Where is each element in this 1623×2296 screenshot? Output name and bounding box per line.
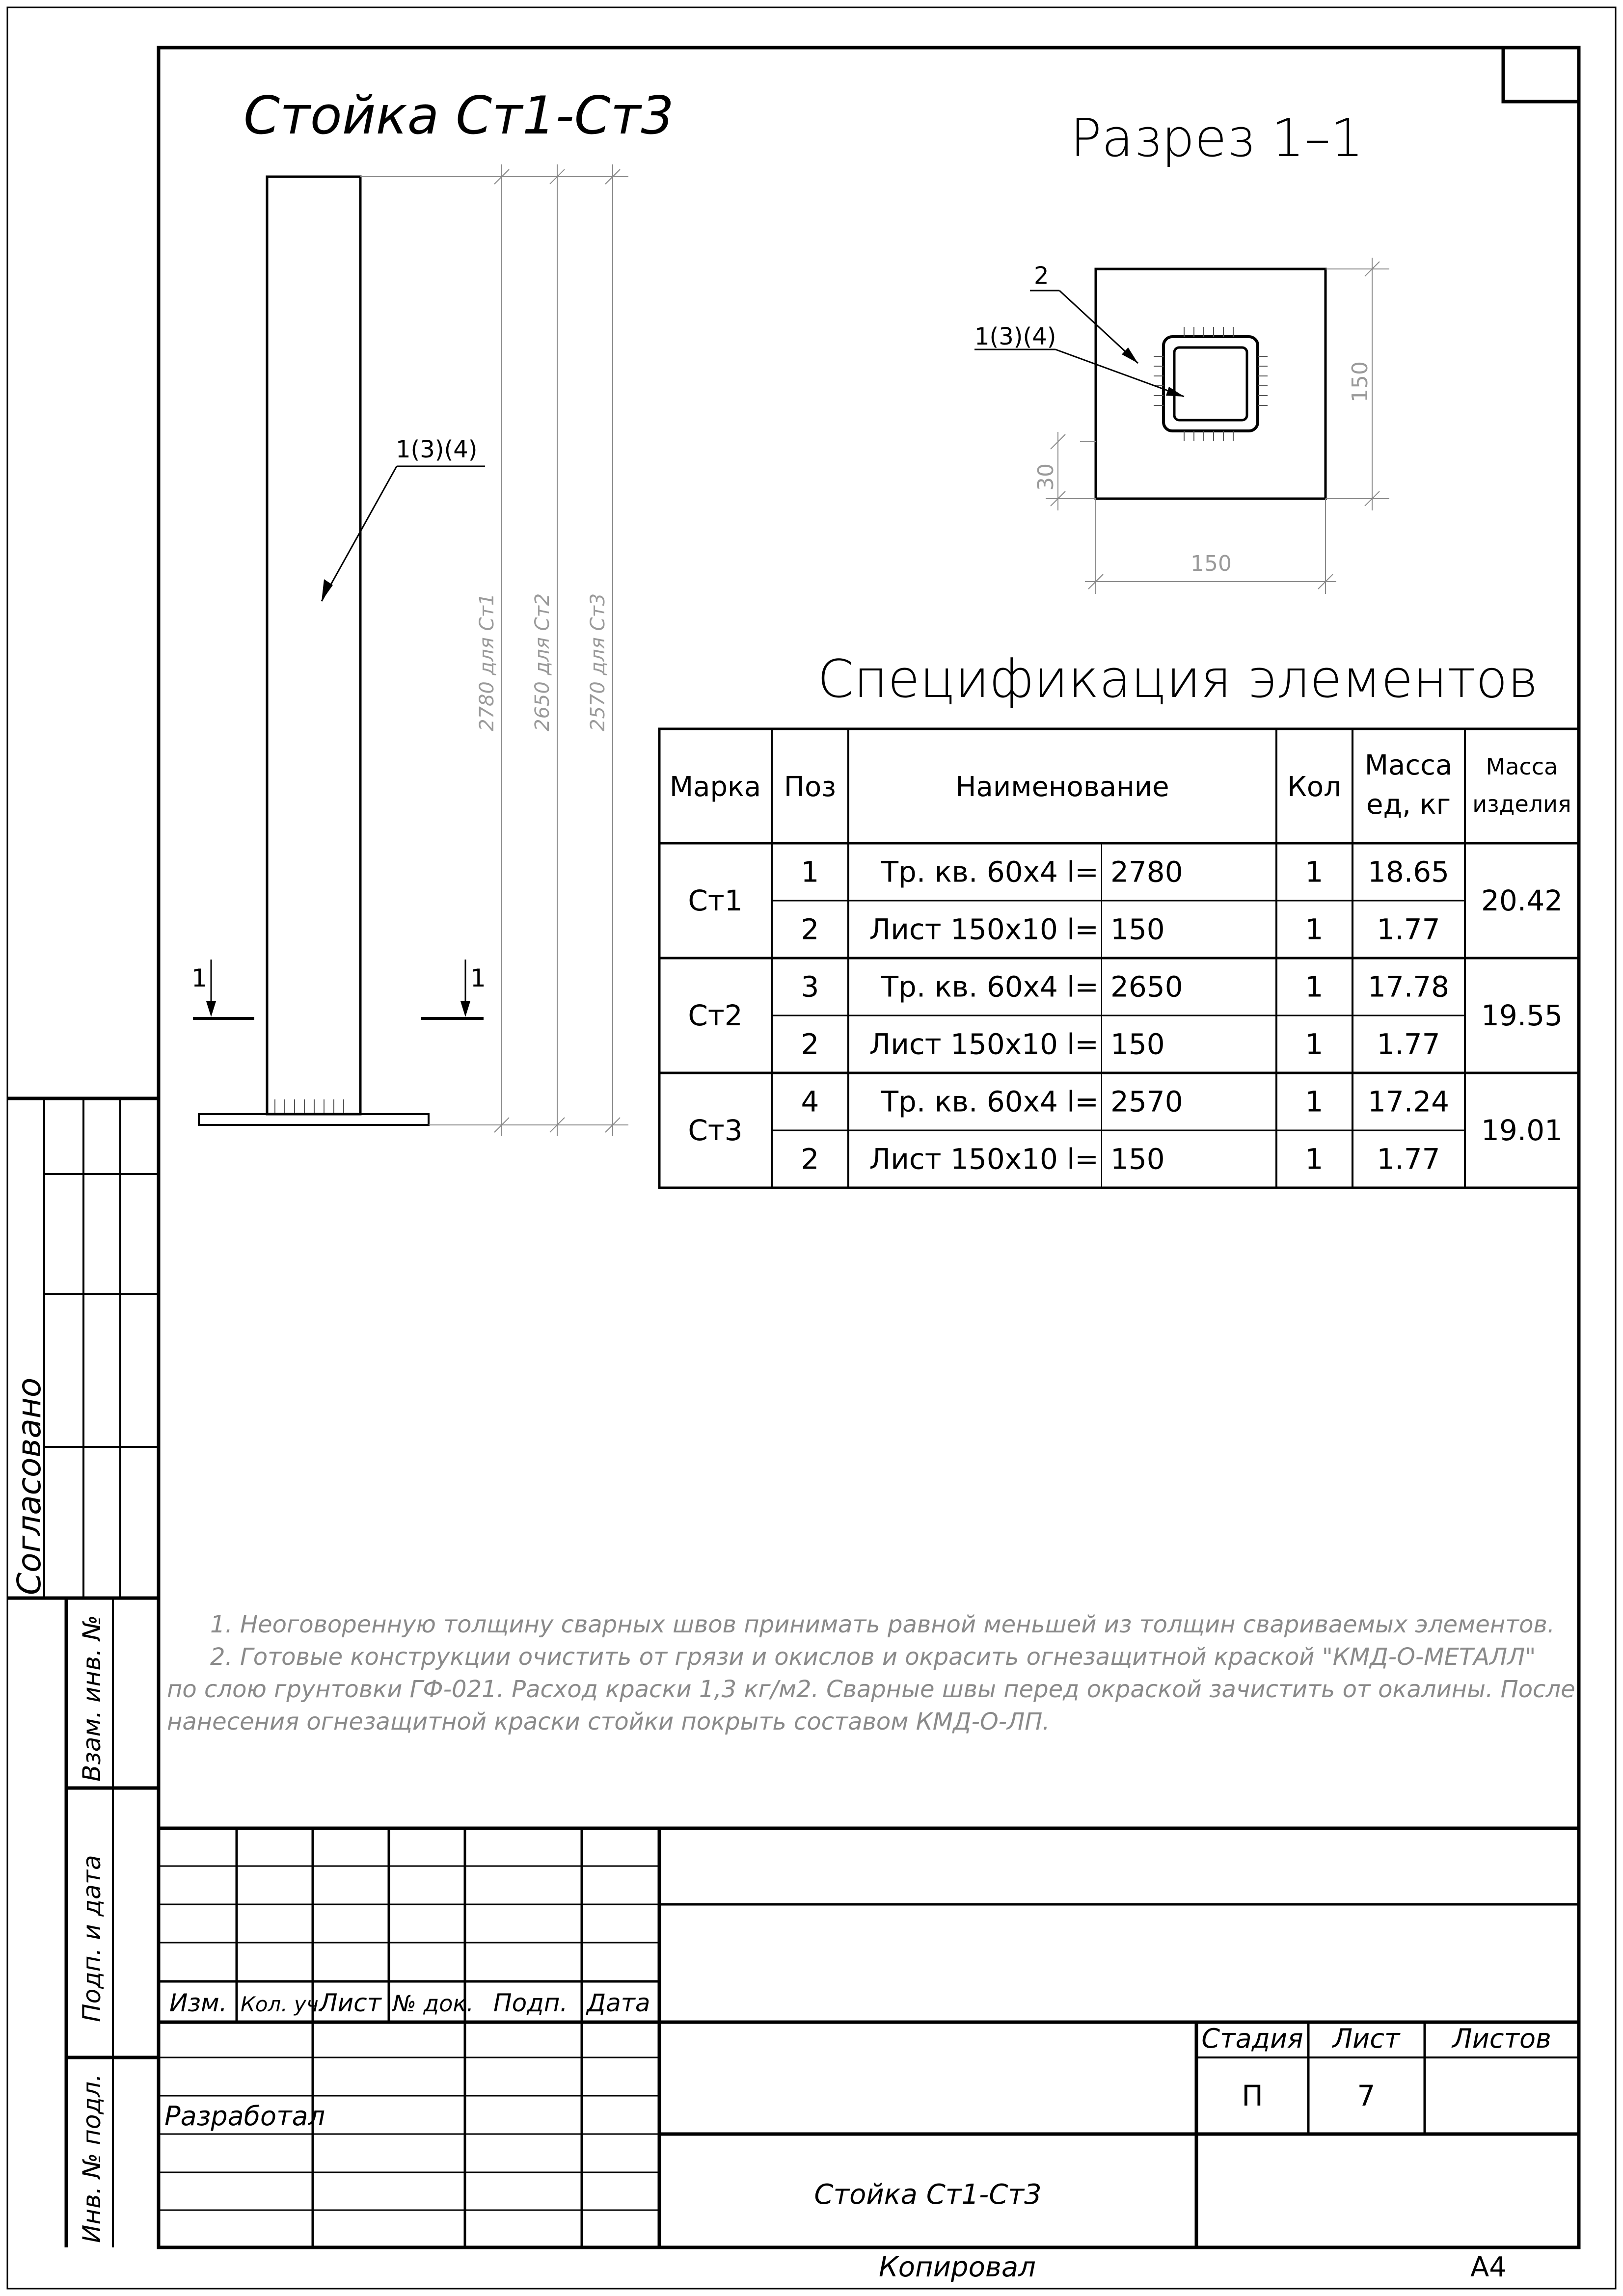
tb-col-doc: № док.	[393, 1990, 474, 2017]
dim-label-st1: 2780 для Ст1	[476, 593, 498, 731]
spec-name-cell: Тр. кв. 60х4 l=	[881, 855, 1099, 889]
tb-col-date: Дата	[587, 1989, 650, 2017]
spec-pos-cell: 3	[801, 970, 819, 1004]
spec-header-pos: Поз	[784, 771, 837, 803]
spec-qty-cell: 1	[1305, 912, 1324, 946]
section-plate	[1096, 269, 1325, 499]
section-pipe-outer	[1163, 337, 1258, 431]
side-swap-inv: Взам. инв. №	[78, 1615, 106, 1782]
footer-format: А4	[1470, 2251, 1507, 2283]
spec-name-cell: Тр. кв. 60х4 l=	[881, 970, 1099, 1004]
spec-length-cell: 2780	[1110, 855, 1183, 889]
weld-marks	[275, 1099, 344, 1113]
tb-stage-label: Стадия	[1201, 2023, 1303, 2054]
section-weld-marks	[1154, 327, 1268, 441]
note-line-3: по слою грунтовки ГФ-021. Расход краски 1,3 кг/м2. Сварные швы перед окраской зачистить от окалины. После	[167, 1676, 1575, 1703]
spec-name-cell: Тр. кв. 60х4 l=	[881, 1085, 1099, 1119]
column-title: Стойка Ст1-Ст3	[243, 85, 674, 146]
spec-header-itemmass-2: изделия	[1472, 791, 1571, 817]
spec-mark-cell: Ст3	[688, 1114, 743, 1147]
spec-qty-cell: 1	[1305, 1027, 1324, 1061]
side-agreed: Согласовано	[10, 1377, 48, 1595]
spec-header-qty: Кол	[1287, 771, 1341, 803]
callout-pipe-label: 1(3)(4)	[974, 323, 1056, 350]
tb-doc-name: Стойка Ст1-Ст3	[814, 2179, 1042, 2211]
spec-pos-cell: 2	[801, 1142, 819, 1176]
spec-qty-cell: 1	[1305, 970, 1324, 1004]
spec-item-mass-cell: 19.55	[1481, 999, 1563, 1032]
spec-item-mass-cell: 20.42	[1481, 884, 1563, 917]
section-dim-offset: 30	[1033, 463, 1058, 491]
notes	[167, 1611, 1575, 1735]
spec-header-itemmass-1: Масса	[1486, 753, 1558, 780]
spec-header-mark: Марка	[669, 771, 761, 803]
spec-mark-cell: Ст1	[688, 884, 743, 917]
spec-name-cell: Лист 150х10 l=	[869, 1027, 1099, 1061]
spec-length-cell: 150	[1110, 1027, 1165, 1061]
tb-developed: Разработал	[164, 2101, 325, 2132]
side-sign-date: Подп. и дата	[78, 1855, 106, 2022]
spec-title: Спецификация элементов	[817, 649, 1538, 709]
spec-qty-cell: 1	[1305, 855, 1324, 889]
spec-header-name: Наименование	[955, 771, 1169, 803]
dim-label-st3: 2570 для Ст3	[587, 593, 609, 731]
tb-sheet-label: Лист	[1332, 2023, 1400, 2054]
spec-unit-mass-cell: 18.65	[1367, 855, 1450, 889]
callout-2-label: 2	[1034, 262, 1049, 290]
column-leader-arrow	[322, 579, 333, 601]
spec-header-unitmass-1: Масса	[1364, 749, 1453, 781]
note-line-1: 1. Неоговоренную толщину сварных швов принимать равной меньшей из толщин свариваемых элементов.	[210, 1611, 1555, 1638]
tb-col-podp: Подп.	[493, 1989, 568, 2017]
spec-qty-cell: 1	[1305, 1085, 1324, 1119]
column-callout: 1(3)(4)	[396, 436, 478, 463]
corner-box	[1503, 48, 1579, 102]
spec-header-unitmass-2: ед, кг	[1366, 789, 1451, 821]
spec-unit-mass-cell: 1.77	[1377, 1142, 1440, 1176]
spec-length-cell: 150	[1110, 912, 1165, 946]
section-dim-height: 150	[1348, 361, 1373, 402]
section-mark-left-label: 1	[191, 964, 207, 992]
spec-length-cell: 2650	[1110, 970, 1183, 1004]
spec-unit-mass-cell: 17.24	[1367, 1085, 1450, 1119]
spec-length-cell: 150	[1110, 1142, 1165, 1176]
note-line-4: нанесения огнезащитной краски стойки покрыть составом КМД-О-ЛП.	[167, 1708, 1050, 1735]
tb-col-kol: Кол. уч.	[241, 1992, 325, 2016]
tb-stage: П	[1242, 2079, 1263, 2112]
spec-unit-mass-cell: 1.77	[1377, 1027, 1440, 1061]
section-pipe-inner	[1174, 347, 1247, 420]
tb-col-list: Лист	[319, 1989, 381, 2017]
section-dim-width: 150	[1190, 551, 1232, 576]
spec-pos-cell: 4	[801, 1085, 819, 1119]
section-mark-right-label: 1	[470, 964, 486, 992]
spec-pos-cell: 1	[801, 855, 819, 889]
side-inv-orig: Инв. № подл.	[78, 2074, 106, 2243]
base-plate	[199, 1114, 429, 1125]
section-dimensions	[1046, 258, 1389, 594]
footer-copied: Копировал	[879, 2251, 1036, 2283]
section-title: Разрез 1–1	[1070, 108, 1364, 168]
spec-pos-cell: 2	[801, 1027, 819, 1061]
spec-name-cell: Лист 150х10 l=	[869, 912, 1099, 946]
spec-name-cell: Лист 150х10 l=	[869, 1142, 1099, 1176]
spec-pos-cell: 2	[801, 912, 819, 946]
spec-qty-cell: 1	[1305, 1142, 1324, 1176]
spec-mark-cell: Ст2	[688, 999, 743, 1032]
tb-sheets-label: Листов	[1452, 2023, 1551, 2054]
column-pipe	[267, 177, 360, 1114]
spec-length-cell: 2570	[1110, 1085, 1183, 1119]
spec-item-mass-cell: 19.01	[1481, 1114, 1563, 1147]
tb-col-izm: Изм.	[169, 1989, 227, 2017]
note-line-2: 2. Готовые конструкции очистить от грязи и окислов и окрасить огнезащитной краской "КМД-О-МЕТАЛЛ"	[210, 1643, 1536, 1671]
spec-unit-mass-cell: 1.77	[1377, 912, 1440, 946]
spec-unit-mass-cell: 17.78	[1367, 970, 1450, 1004]
tb-sheet: 7	[1357, 2079, 1376, 2112]
dim-label-st2: 2650 для Ст2	[531, 593, 554, 731]
